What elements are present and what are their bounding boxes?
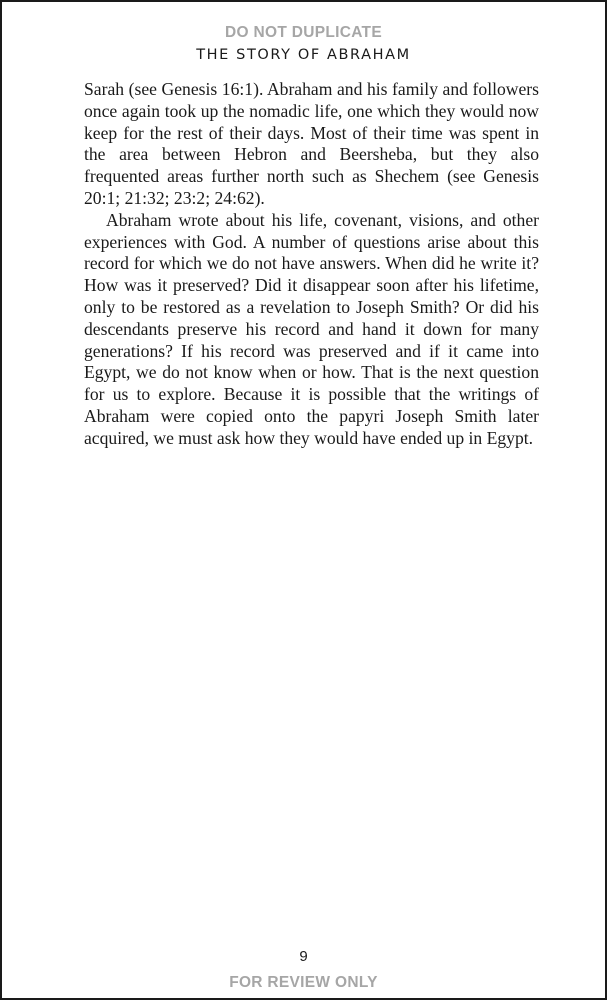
watermark-top: DO NOT DUPLICATE bbox=[225, 24, 382, 41]
page-number: 9 bbox=[299, 948, 308, 965]
body-text bbox=[84, 79, 539, 450]
paragraph-2: Abraham wrote about his life, covenant, visions, and other experiences with God. A number of questions arise about this record for which we do not have answers. When did he write it? How was it preserved? Did it disappear soon after his lifetime, only to be restored as a revelation to Joseph Smith? Or did his descendants preserve his record and hand it down for many generations? If his record was preserved and if it came into Egypt, we do not know when or how. That is the next question for us to explore. Because it is possible that the writings of Abraham were copied onto the papyri Joseph Smith later acquired, we must ask how they would have ended up in Egypt. bbox=[84, 209, 539, 448]
running-head-title: THE STORY OF ABRAHAM bbox=[196, 47, 411, 63]
paragraph-1: Sarah (see Genesis 16:1). Abraham and his family and followers once again took up the nomadic life, one which they would now keep for the rest of their days. Most of their time was spent in the area between Hebron and Beersheba, but they also frequented areas further north such as Shechem (see Genesis 20:1; 21:32; 23:2; 24:62). bbox=[84, 79, 539, 208]
watermark-bottom: FOR REVIEW ONLY bbox=[229, 974, 378, 991]
